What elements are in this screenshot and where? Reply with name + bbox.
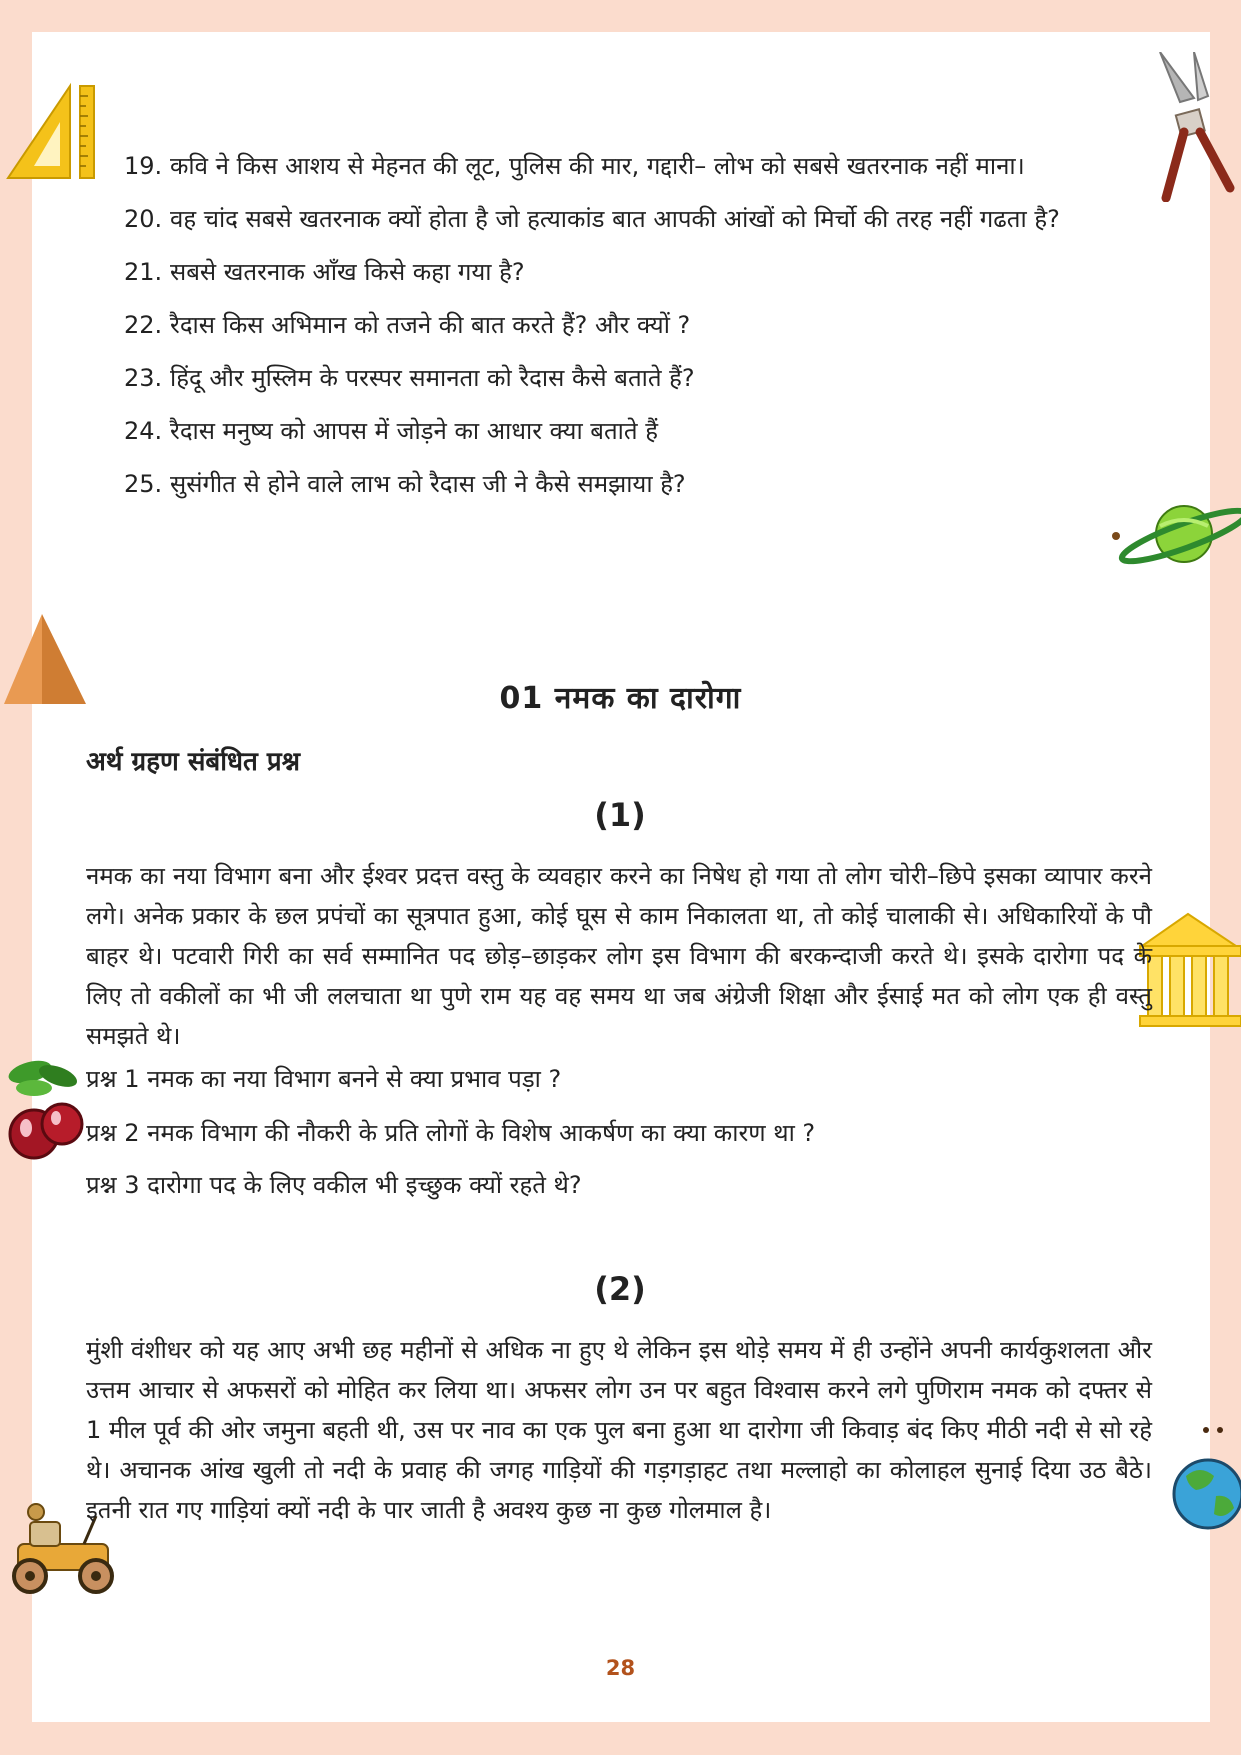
earth-globe-icon bbox=[1170, 1424, 1241, 1534]
question-number: 22. bbox=[124, 311, 163, 339]
passage-question: प्रश्न 1 नमक का नया विभाग बनने से क्या प्रभाव पड़ा ? bbox=[86, 1065, 562, 1093]
question-text: वह चांद सबसे खतरनाक क्यों होता है जो हत्याकांड बात आपकी आंखों को मिर्चो की तरह नहीं गढता है? bbox=[170, 205, 1060, 233]
question-number: 23. bbox=[124, 364, 163, 392]
question-text: रैदास मनुष्य को आपस में जोड़ने का आधार क्या बताते हैं bbox=[170, 417, 658, 445]
section-heading: अर्थ ग्रहण संबंधित प्रश्न bbox=[86, 747, 301, 777]
list-item bbox=[124, 405, 1154, 458]
list-item bbox=[124, 352, 1154, 405]
list-item bbox=[124, 299, 1154, 352]
ruler-triangle-icon bbox=[4, 82, 100, 182]
question-text: कवि ने किस आशय से मेहनत की लूट, पुलिस की मार, गद्दारी– लोभ को सबसे खतरनाक नहीं माना। bbox=[170, 152, 1025, 180]
passage-text: नमक का नया विभाग बना और ईश्वर प्रदत्त वस्तु के व्यवहार करने का निषेध हो गया तो लोग चोरी–छिपे इसका व्यापार करने लगे। अनेक प्रकार के छल प्रपंचों का सूत्रपात हुआ, कोई घूस से काम निकालता था, तो कोई चालाकी से। अधिकारियों के पौ बाहर थे। पटवारी गिरी का सर्व सम्मानित पद छोड़–छाड़कर लोग इस विभाग की बरकन्दाजी करते थे। इसके दारोगा पद के लिए तो वकीलों का भी जी ललचाता था पुणे राम यह वह समय था जब अंग्रेजी शिक्षा और ईसाई मत को लोग एक ही वस्तु समझते थे। bbox=[86, 862, 1152, 1050]
list-item bbox=[124, 458, 1154, 511]
page-number: 28 bbox=[605, 1656, 636, 1680]
question-number: 25. bbox=[124, 470, 163, 498]
question-text: रैदास किस अभिमान को तजने की बात करते हैं? और क्यों ? bbox=[170, 311, 691, 339]
question-list bbox=[124, 140, 1154, 511]
question-text: सुसंगीत से होने वाले लाभ को रैदास जी ने कैसे समझाया है? bbox=[170, 470, 686, 498]
list-item bbox=[124, 246, 1154, 299]
passage-text: मुंशी वंशीधर को यह आए अभी छह महीनों से अधिक ना हुए थे लेकिन इस थोड़े समय में ही उन्होंने अपनी कार्यकुशलता और उत्तम आचार से अफसरों को मोहित कर लिया था। अफसर लोग उन पर बहुत विश्वास करने लगे पुणिराम नमक को दफ्तर से 1 मील पूर्व की ओर जमुना बहती थी, उस पर नाव का एक पुल बना हुआ था दारोगा जी किवाड़ बंद किए मीठी नदी से सो रहे थे। अचानक आंख खुली तो नदी के प्रवाह की जगह गाड़ियों की गड़गड़ाहट तथा मल्लाहो का कोलाहल सुनाई दिया उठ बैठे। इतनी रात गए गाड़ियां क्यों नदी के पार जाती है अवश्य कुछ ना कुछ गोलमाल है। bbox=[86, 1336, 1152, 1524]
pillar-temple-icon bbox=[1138, 912, 1241, 1028]
list-item bbox=[124, 193, 1154, 246]
list-item bbox=[124, 140, 1154, 193]
chapter-title: 01 नमक का दारोगा bbox=[499, 681, 742, 716]
question-text: सबसे खतरनाक आँख किसे कहा गया है? bbox=[170, 258, 525, 286]
passage-number: (2) bbox=[594, 1270, 646, 1308]
question-number: 19. bbox=[124, 152, 163, 180]
question-number: 24. bbox=[124, 417, 163, 445]
question-number: 20. bbox=[124, 205, 163, 233]
passage-question: प्रश्न 3 दारोगा पद के लिए वकील भी इच्छुक क्यों रहते थे? bbox=[86, 1171, 582, 1199]
cherry-fruit-icon bbox=[4, 1058, 86, 1168]
question-text: हिंदू और मुस्लिम के परस्पर समानता को रैदास कैसे बताते हैं? bbox=[170, 364, 695, 392]
passage-number: (1) bbox=[594, 796, 646, 834]
pliers-icon bbox=[1150, 52, 1236, 202]
passage-question: प्रश्न 2 नमक विभाग की नौकरी के प्रति लोगों के विशेष आकर्षण का क्या कारण था ? bbox=[86, 1119, 816, 1147]
question-number: 21. bbox=[124, 258, 163, 286]
